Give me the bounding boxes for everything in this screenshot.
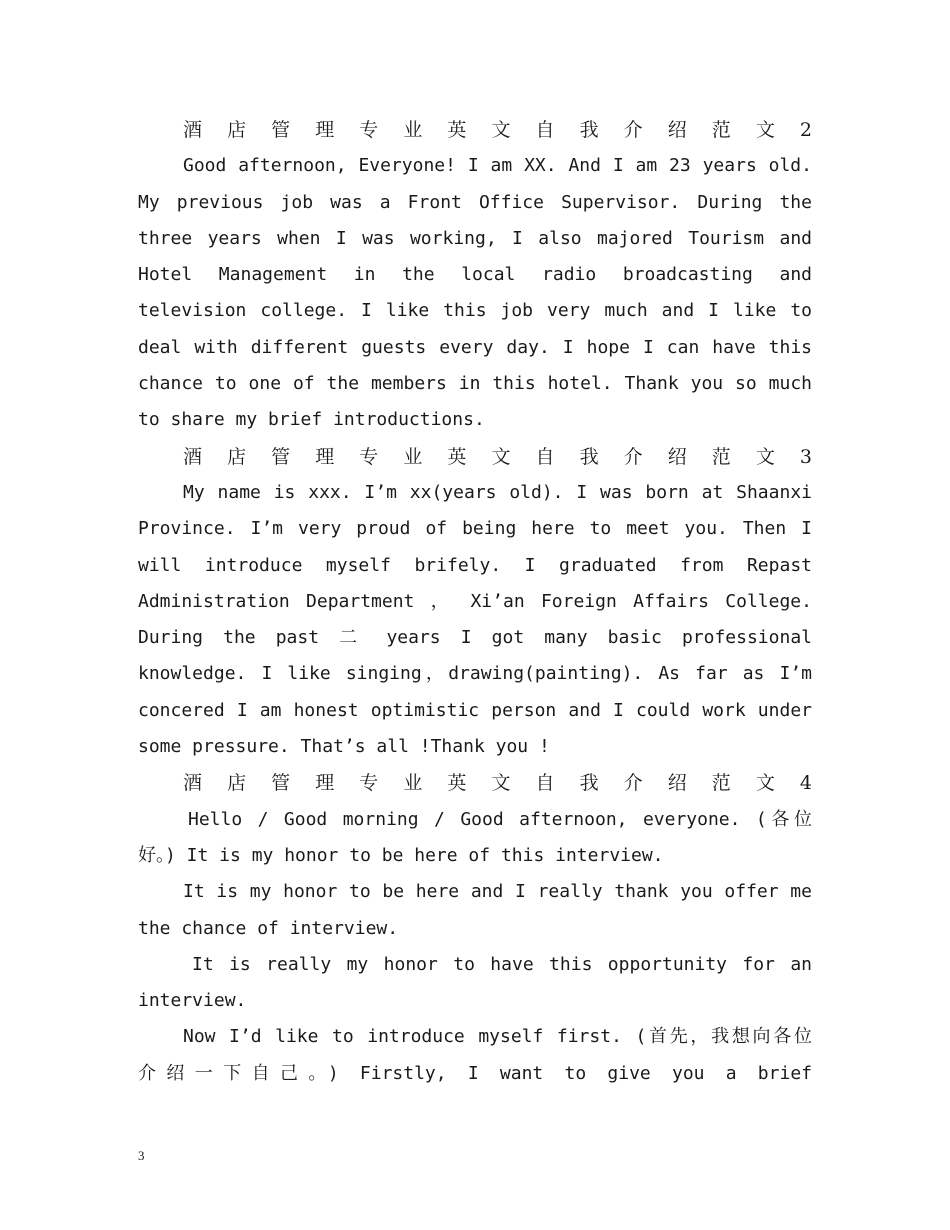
paragraph-line: Hotel Management in the local radio broadcasting and — [138, 264, 812, 286]
paragraph-line: It is really my honor to have this opportunity for an — [192, 953, 812, 975]
paragraph-line: deal with different guests every day. I hope I can have this — [138, 336, 812, 358]
section-heading-4: 酒店管理专业英文自我介绍范文4 — [183, 772, 812, 795]
paragraph-line: television college. I like this job very much and I like to — [138, 300, 812, 322]
section-heading-3: 酒店管理专业英文自我介绍范文3 — [183, 445, 812, 468]
paragraph-line: Hello / Good morning / Good afternoon, everyone. (各位 — [188, 808, 812, 830]
paragraph-line: some pressure. That’s all !Thank you ! — [138, 736, 550, 758]
page-number: 3 — [138, 1148, 145, 1163]
paragraph-line: concered I am honest optimistic person and I could work under — [138, 699, 812, 721]
paragraph-line: 介绍一下自己。) Firstly, I want to give you a brief — [138, 1062, 812, 1084]
paragraph-line: to share my brief introductions. — [138, 409, 485, 431]
paragraph-line: During the past 二 years I got many basic professional — [138, 627, 812, 649]
paragraph-line: interview. — [138, 990, 247, 1012]
paragraph-line: 好。) It is my honor to be here of this interview. — [138, 844, 664, 866]
paragraph-line: My previous job was a Front Office Supervisor. During the — [138, 191, 812, 213]
paragraph-line: Administration Department ， Xi’an Foreign Affairs College. — [138, 590, 812, 612]
paragraph-line: three years when I was working, I also majored Tourism and — [138, 227, 812, 249]
paragraph-line: Province. I’m very proud of being here to meet you. Then I — [138, 518, 812, 540]
paragraph-line: the chance of interview. — [138, 917, 399, 939]
section-heading-2: 酒店管理专业英文自我介绍范文2 — [183, 119, 812, 141]
document-body — [138, 112, 812, 1092]
paragraph-line: knowledge. I like singing，drawing(painting). As far as I’m — [138, 663, 812, 685]
paragraph-line: Good afternoon, Everyone! I am XX. And I am 23 years old. — [183, 155, 812, 177]
paragraph-line: Now I’d like to introduce myself first. (首先，我想向各位 — [183, 1026, 812, 1048]
paragraph-line: chance to one of the members in this hotel. Thank you so much — [138, 373, 812, 395]
paragraph-line: It is my honor to be here and I really thank you offer me — [183, 881, 812, 903]
paragraph-line: will introduce myself brifely. I graduated from Repast — [138, 554, 812, 576]
paragraph-line: My name is xxx. I’m xx(years old). I was born at Shaanxi — [183, 481, 812, 503]
